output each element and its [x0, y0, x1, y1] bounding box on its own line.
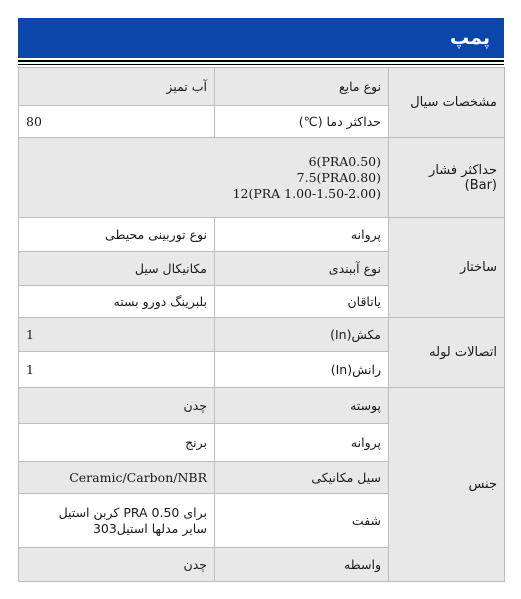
discharge-value: 1: [19, 352, 215, 388]
title-divider-thin: [18, 64, 504, 65]
shaft-value-line: برای PRA 0.50 کربن استیل: [58, 504, 207, 520]
casing-label: پوسته: [215, 388, 389, 424]
category-fluid: مشخصات سیال: [389, 68, 505, 138]
table-row: [19, 218, 505, 252]
impeller-label: پروانه: [215, 218, 389, 252]
max-temperature-value: 80: [19, 106, 215, 138]
mechanical-seal-value: [19, 462, 215, 494]
suction-value: 1: [19, 318, 215, 352]
bearing-value: بلبرینگ دورو بسته: [19, 286, 215, 318]
max-pressure-values: [19, 138, 389, 218]
pressure-line: 12(PRA 1.00-1.50-2.00): [232, 185, 381, 201]
table-row: [19, 138, 505, 218]
bracket-label: واسطه: [215, 548, 389, 582]
casing-value: چدن: [19, 388, 215, 424]
mechanical-seal-label: سیل مکانیکی: [215, 462, 389, 494]
mechanical-seal-text: Ceramic/Carbon/NBR: [69, 470, 207, 485]
category-max-pressure: حداکثر فشار (Bar): [389, 138, 505, 218]
bearing-label: یاتاقان: [215, 286, 389, 318]
specification-table: [18, 67, 505, 582]
shaft-value: [19, 494, 215, 548]
title-divider: [18, 60, 504, 62]
shaft-label: شفت: [215, 494, 389, 548]
fluid-type-label: نوع مایع: [215, 68, 389, 106]
table-row: [19, 318, 505, 352]
category-structure: ساختار: [389, 218, 505, 318]
category-material: جنس: [389, 388, 505, 582]
suction-label: مکش(In): [215, 318, 389, 352]
discharge-label: رانش(In): [215, 352, 389, 388]
bracket-value: چدن: [19, 548, 215, 582]
shaft-value-line: سایر مدلها استیل303: [92, 520, 207, 536]
pressure-line: 6(PRA0.50): [308, 153, 381, 169]
seal-type-label: نوع آببندی: [215, 252, 389, 286]
pressure-line: 7.5(PRA0.80): [296, 169, 381, 185]
table-row: [19, 68, 505, 106]
table-row: [19, 388, 505, 424]
fluid-type-value: آب تمیز: [19, 68, 215, 106]
category-connections: اتصالات لوله: [389, 318, 505, 388]
impeller-value: نوع توربینی محیطی: [19, 218, 215, 252]
page-title: پمپ: [18, 18, 504, 58]
max-temperature-label: حداکثر دما (℃): [215, 106, 389, 138]
impeller-material-value: برنج: [19, 424, 215, 462]
seal-type-value: مکانیکال سیل: [19, 252, 215, 286]
impeller-material-label: پروانه: [215, 424, 389, 462]
